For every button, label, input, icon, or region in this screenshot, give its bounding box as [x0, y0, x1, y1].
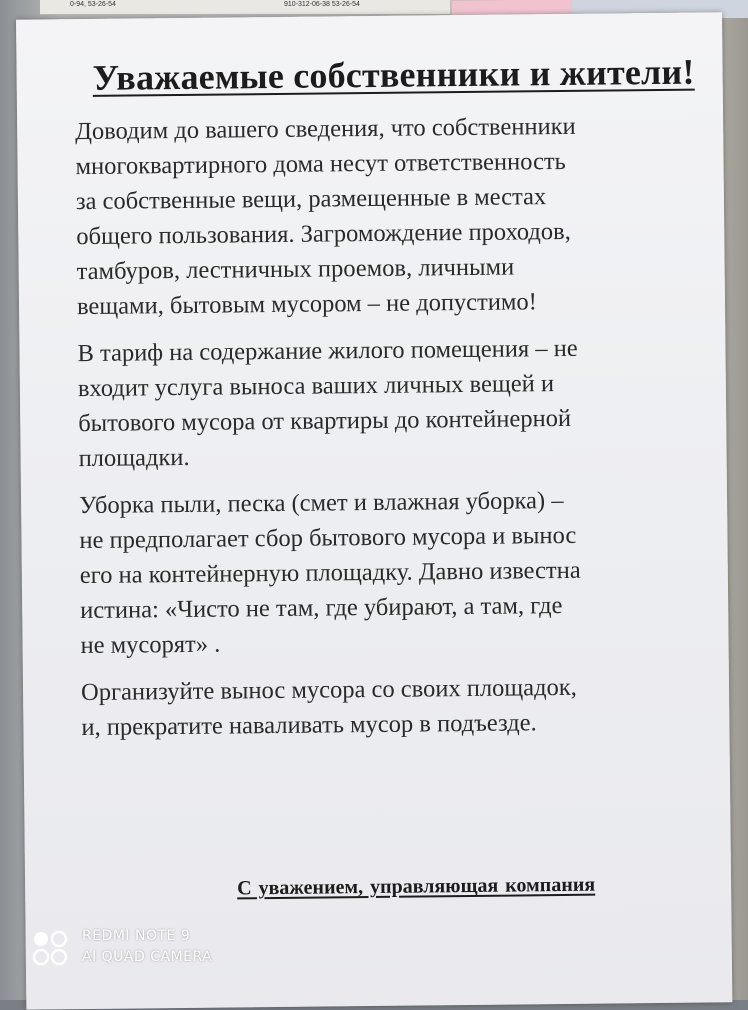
camera-watermark-text: REDMI NOTE 9 AI QUAD CAMERA	[82, 928, 213, 965]
camera-watermark	[32, 926, 272, 970]
top-notice-strip	[40, 0, 450, 15]
paragraph-ownership: Доводим до вашего сведения, что собственники многоквартирного дома несут ответственность за собственные вещи, размещенные в местах общего пользования. Загромождение проходов, тамбуров, лестничных проемов, личными вещами, бытовым мусором – не допустимо!	[75, 112, 576, 321]
notice-body	[75, 107, 712, 757]
paragraph-call-to-action: Организуйте вынос мусора со своих площадок, и, прекратите наваливать мусор в подъезде.	[80, 673, 577, 742]
notice-sheet	[16, 12, 732, 1009]
notice-signature: С уважением, управляющая компания	[237, 873, 596, 900]
paragraph-cleaning: Уборка пыли, песка (смет и влажная уборка) – не предполагает сбор бытового мусора и вынос его на контейнерную площадку. Давно известна истина: «Чисто не там, где убирают, а там, где не мусорят» .	[78, 486, 581, 660]
notice-title: Уважаемые собственники и жители!	[92, 51, 695, 98]
paragraph-tariff: В тариф на содержание жилого помещения – не входит услуга выноса ваших личных вещей и бытового мусора от квартиры до контейнерной площадки.	[77, 334, 578, 473]
camera-lens-icon	[32, 930, 70, 966]
top-strip-phones-right: 910-312-06-38 53-26-54	[284, 1, 360, 8]
top-strip-phones-left: 0-94, 53-26-54	[70, 1, 116, 8]
